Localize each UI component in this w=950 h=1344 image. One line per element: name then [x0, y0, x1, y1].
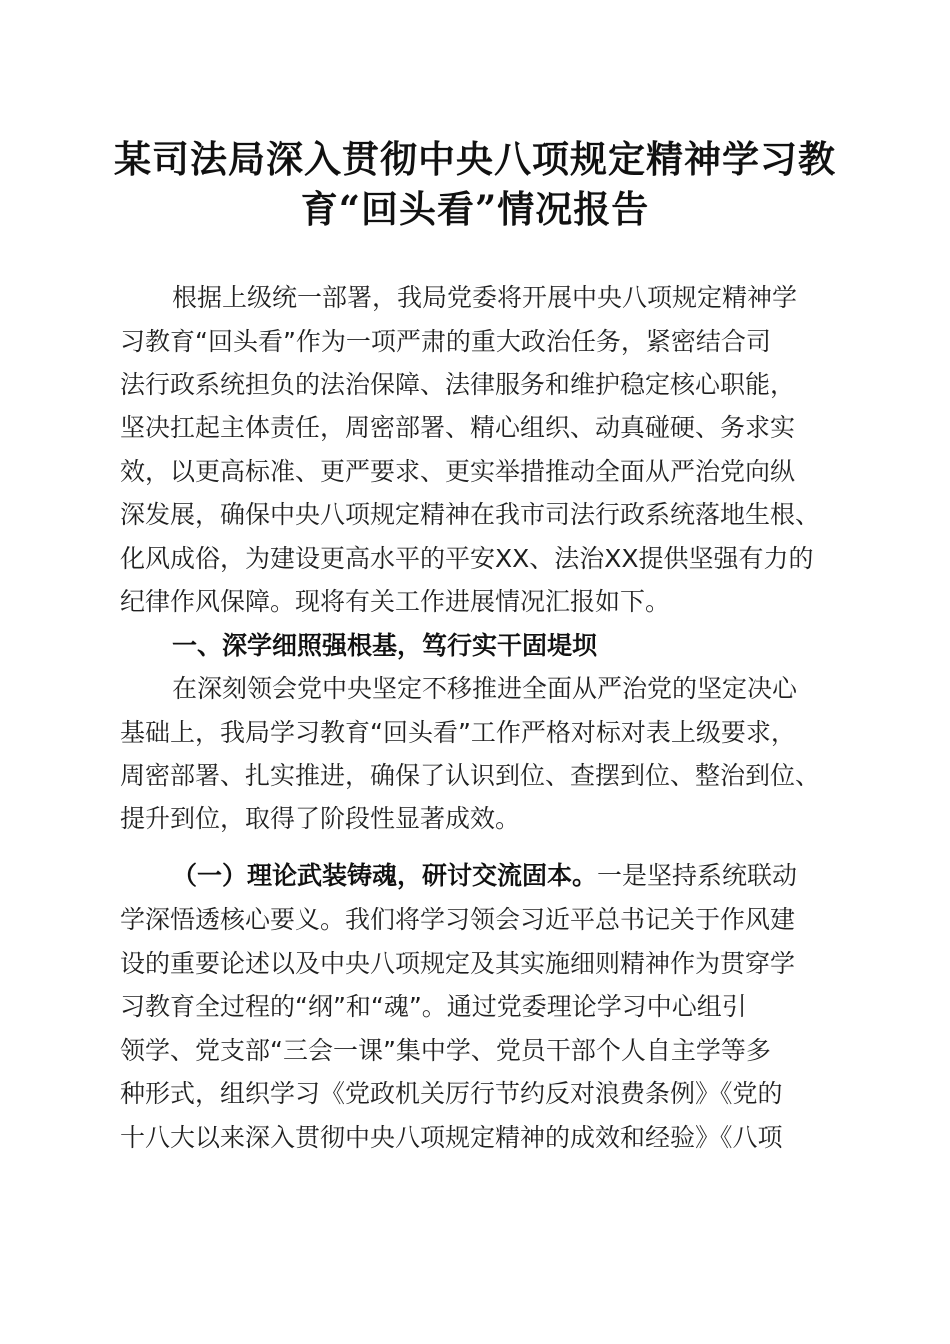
- intro-line: 根据上级统一部署，我局党委将开展中央八项规定精神学: [172, 283, 798, 312]
- document-title-line-1: 某司法局深入贯彻中央八项规定精神学习教: [114, 137, 836, 181]
- intro-line: 效，以更高标准、更严要求、更实举措推动全面从严治党向纵: [120, 457, 796, 486]
- section1-line: 周密部署、扎实推进，确保了认识到位、查摆到位、整治到位、: [120, 761, 821, 790]
- intro-line: 化风成俗，为建设更高水平的平安XX、法治XX提供坚强有力的: [120, 544, 814, 573]
- subsection-line: 领学、党支部“三会一课”集中学、党员干部个人自主学等多: [120, 1036, 771, 1065]
- subsection-first-line: [172, 858, 797, 894]
- intro-line: 纪律作风保障。现将有关工作进展情况汇报如下。: [120, 587, 671, 616]
- intro-line: 深发展，确保中央八项规定精神在我市司法行政系统落地生根、: [120, 500, 821, 529]
- subsection-line: 设的重要论述以及中央八项规定及其实施细则精神作为贯穿学: [120, 949, 796, 978]
- section1-line: 基础上，我局学习教育“回头看”工作严格对标对表上级要求，: [120, 718, 796, 747]
- section-heading: 一、深学细照强根基，笃行实干固堤坝: [172, 631, 598, 660]
- subsection-line: 十八大以来深入贯彻中央八项规定精神的成效和经验》《八项: [120, 1123, 783, 1152]
- section1-line: 提升到位，取得了阶段性显著成效。: [120, 804, 521, 833]
- subsection-line: 种形式，组织学习《党政机关厉行节约反对浪费条例》《党的: [120, 1079, 783, 1108]
- subsection-line: 学深悟透核心要义。我们将学习领会习近平总书记关于作风建: [120, 905, 796, 934]
- intro-line: 法行政系统担负的法治保障、法律服务和维护稳定核心职能，: [120, 370, 796, 399]
- section1-line: 在深刻领会党中央坚定不移推进全面从严治党的坚定决心: [172, 674, 798, 703]
- subsection-line: 习教育全过程的“纲”和“魂”。通过党委理论学习中心组引: [120, 992, 747, 1021]
- document-title-line-2: 育“回头看”情况报告: [300, 187, 650, 231]
- intro-line: 坚决扛起主体责任，周密部署、精心组织、动真碰硬、务求实: [120, 413, 796, 442]
- intro-line: 习教育“回头看”作为一项严肃的重大政治任务，紧密结合司: [120, 327, 771, 356]
- subsection-first-text: 一是坚持系统联动: [597, 861, 798, 890]
- subsection-heading: （一）理论武装铸魂，研讨交流固本。: [172, 861, 598, 890]
